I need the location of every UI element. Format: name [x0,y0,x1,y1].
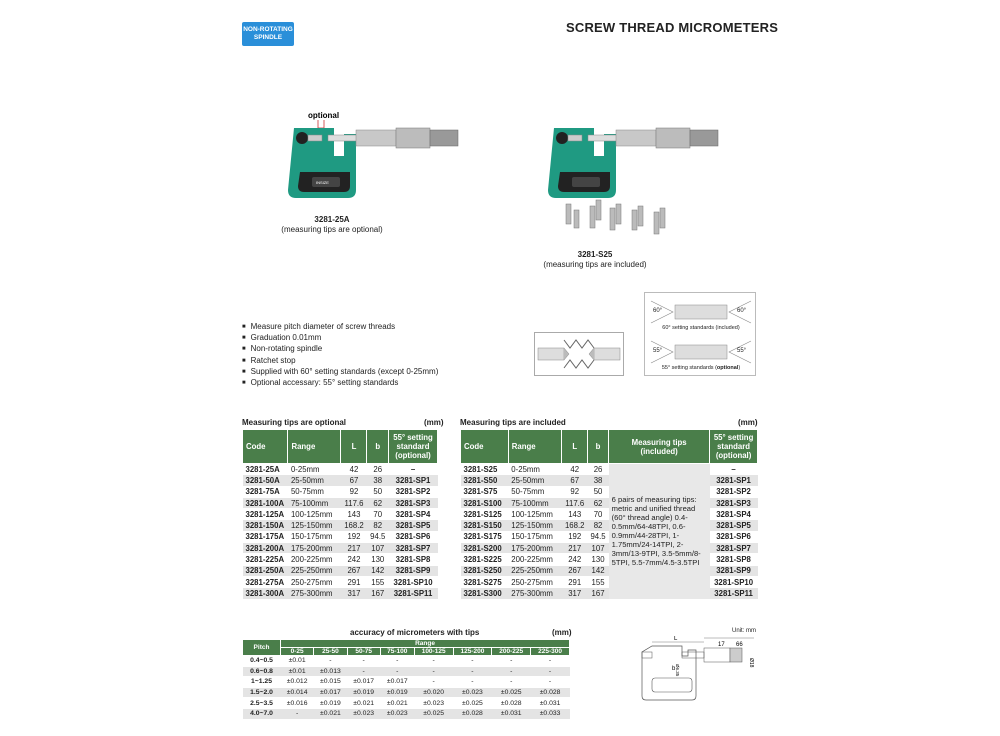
table-cell: 167 [367,588,389,599]
table-cell: 155 [367,576,389,587]
table-cell: 275-300mm [508,588,562,599]
table-cell: 3281-S100 [461,497,509,508]
table-cell: 175-200mm [508,543,562,554]
table-cell: 3281-SP8 [710,554,758,565]
table-cell: 67 [341,475,367,486]
table-cell: 92 [341,486,367,497]
table-row [243,576,438,587]
table-cell: - [531,666,570,677]
table-cell: 167 [587,588,608,599]
table-cell: 3281-SP4 [389,509,438,520]
table-cell: 25-50mm [288,475,341,486]
table-row [243,531,438,542]
dim-b: b [672,666,676,672]
table-cell: 2.5~3.5 [243,698,281,709]
setting-55-caption: 55° setting standards (optional) [661,365,741,371]
table-cell: 3281-SP9 [389,565,438,576]
table-cell: 3281-SP7 [710,543,758,554]
table-row [243,520,438,531]
table-cell: 267 [341,565,367,576]
table-cell: 3281-S150 [461,520,509,531]
measuring-tips-description: 6 pairs of measuring tips: metric and unified thread (60° thread angle) 0.4-0.5mm/64-48TPI, 0.6-0.9mm/44-28TPI, 1-1.75mm/24-14TPI, 2-3mm/13-9TPI, 3.5-5mm/8-5TPI, 5.5-7mm/4.5-3.5TPI [609,464,710,600]
table-cell: - [314,656,347,667]
feature-item: ■ Measure pitch diameter of screw threads [242,322,438,333]
table-cell: 3281-SP1 [710,475,758,486]
table-cell: 225-250mm [288,565,341,576]
col-range-value: 225-300 [531,648,570,656]
table-row [243,565,438,576]
table-cell: 50-75mm [508,486,562,497]
table-cell: 250-275mm [508,576,562,587]
table-cell: 200-225mm [508,554,562,565]
table-row [461,464,758,475]
table-cell: 242 [562,554,588,565]
col-range-group: Range [281,640,570,648]
table-cell: 92 [562,486,588,497]
table-cell: ±0.01 [281,656,314,667]
table-cell: - [347,666,380,677]
table-cell: 107 [367,543,389,554]
angle-60-right: 60° [737,308,747,314]
table-cell: 3281-250A [243,565,288,576]
col-range-value: 200-225 [492,648,531,656]
table-cell: ±0.028 [492,698,531,709]
table-cell: 3281-SP6 [710,531,758,542]
table-cell: 62 [367,497,389,508]
table-cell: - [531,677,570,688]
table-row [243,656,570,667]
table-cell: 62 [587,497,608,508]
table-cell: - [380,656,414,667]
table-cell: 275-300mm [288,588,341,599]
table-cell: - [492,656,531,667]
table-cell: 3281-S125 [461,509,509,520]
table-cell: ±0.021 [380,698,414,709]
table-cell: - [531,656,570,667]
table-cell: ±0.031 [531,698,570,709]
table-b-title: Measuring tips are included [460,418,566,427]
table-cell: 70 [367,509,389,520]
table-cell: 3281-SP6 [389,531,438,542]
col-range-value: 100-125 [414,648,453,656]
table-cell: 70 [587,509,608,520]
table-cell: 75-100mm [288,497,341,508]
table-cell: 26 [587,464,608,475]
svg-text:INSIZE: INSIZE [316,180,329,185]
dim-17: 17 [718,642,725,648]
table-row [243,677,570,688]
table-cell: ±0.014 [281,687,314,698]
product-a-caption: 3281-25A (measuring tips are optional) [281,215,383,234]
table-cell: 3281-SP2 [710,486,758,497]
table-cell: ±0.031 [492,708,531,719]
feature-item: ■ Supplied with 60° setting standards (except 0-25mm) [242,367,438,378]
table-cell: 3281-125A [243,509,288,520]
col-code: Code [243,430,288,464]
table-cell: ±0.023 [453,687,492,698]
col-pitch: Pitch [243,640,281,656]
table-cell: 250-275mm [288,576,341,587]
table-cell: 192 [341,531,367,542]
table-cell: 150-175mm [508,531,562,542]
table-cell: 3281-SP10 [710,576,758,587]
table-cell: ±0.019 [347,687,380,698]
col-l: L [562,430,588,464]
table-row [243,543,438,554]
table-row [243,698,570,709]
feature-item: ■ Optional accessary: 55° setting standards [242,378,438,389]
table-cell: - [453,656,492,667]
table-cell: 143 [562,509,588,520]
table-cell: 3281-25A [243,464,288,475]
optional-label: optional [308,111,340,120]
table-cell: 82 [367,520,389,531]
table-cell: 130 [367,554,389,565]
table-cell: 3281-75A [243,486,288,497]
table-cell: 3281-SP10 [389,576,438,587]
table-cell: 142 [367,565,389,576]
table-row [243,687,570,698]
dim-l: L [674,636,678,642]
table-cell: 107 [587,543,608,554]
table-optional-tips [242,429,438,600]
table-cell: 3281-SP8 [389,554,438,565]
setting-standards-panel [644,292,756,376]
table-cell: 3281-SP11 [389,588,438,599]
table-cell: 291 [562,576,588,587]
table-cell: 3281-S250 [461,565,509,576]
table-cell: ±0.019 [314,698,347,709]
table-cell: 217 [562,543,588,554]
col-setting-standard: 55° setting standard (optional) [710,430,758,464]
thread-measurement-diagram [534,332,624,376]
col-setting-standard: 55° setting standard (optional) [389,430,438,464]
table-cell: ±0.016 [281,698,314,709]
table-cell: 3281-SP5 [710,520,758,531]
table-cell: 225-250mm [508,565,562,576]
table-cell: 3281-SP3 [389,497,438,508]
table-cell: ±0.019 [380,687,414,698]
table-cell: 3281-SP5 [389,520,438,531]
table-cell: ±0.017 [347,677,380,688]
feature-item: ■ Graduation 0.01mm [242,333,438,344]
table-cell: 25-50mm [508,475,562,486]
table-cell: 3281-SP2 [389,486,438,497]
table-cell: 117.6 [562,497,588,508]
table-cell: 67 [562,475,588,486]
table-cell: 100-125mm [288,509,341,520]
table-cell: 0-25mm [288,464,341,475]
table-cell: ±0.028 [531,687,570,698]
table-cell: 175-200mm [288,543,341,554]
col-range: Range [288,430,341,464]
table-cell: 168.2 [562,520,588,531]
table-cell: 50-75mm [288,486,341,497]
table-cell: 168.2 [341,520,367,531]
col-range: Range [508,430,562,464]
table-cell: - [414,656,453,667]
table-cell: ±0.025 [492,687,531,698]
table-cell: 3281-S275 [461,576,509,587]
table-cell: 75-100mm [508,497,562,508]
col-range-value: 125-200 [453,648,492,656]
table-cell: 1~1.25 [243,677,281,688]
table-cell: 3281-S175 [461,531,509,542]
table-cell: 4.0~7.0 [243,708,281,719]
table-a-title: Measuring tips are optional [242,418,347,427]
table-row [243,509,438,520]
table-b-unit: (mm) [738,418,758,427]
table-cell: 242 [341,554,367,565]
feature-item: ■ Ratchet stop [242,356,438,367]
table-cell: 1.5~2.0 [243,687,281,698]
table-cell: – [710,464,758,475]
col-b: b [367,430,389,464]
table-cell: 94.5 [367,531,389,542]
setting-60-caption: 60° setting standards (included) [662,325,740,331]
table-cell: – [389,464,438,475]
table-row [243,486,438,497]
table-cell: ±0.020 [414,687,453,698]
table-cell: 3281-300A [243,588,288,599]
table-cell: 42 [562,464,588,475]
micrometer-a-image [280,108,470,204]
table-cell: ±0.023 [380,708,414,719]
table-b-body [461,464,758,600]
table-cell: - [414,666,453,677]
table-row [243,464,438,475]
table-cell: 143 [341,509,367,520]
table-cell: ±0.013 [314,666,347,677]
col-l: L [341,430,367,464]
table-row [243,666,570,677]
table-cell: 267 [562,565,588,576]
table-cell: 3281-S225 [461,554,509,565]
table-cell: 0-25mm [508,464,562,475]
table-cell: 3281-SP9 [710,565,758,576]
table-cell: ±0.023 [347,708,380,719]
table-row [243,475,438,486]
table-cell: - [453,677,492,688]
table-cell: 3281-S300 [461,588,509,599]
table-cell: ±0.028 [453,708,492,719]
table-cell: ±0.023 [414,698,453,709]
angle-55-left: 55° [653,348,663,354]
table-cell: - [347,656,380,667]
product-b-caption: 3281-S25 (measuring tips are included) [543,250,647,269]
table-included-tips [460,429,758,600]
table-cell: 192 [562,531,588,542]
table-cell: ±0.025 [453,698,492,709]
accuracy-table [242,639,570,720]
accuracy-unit: (mm) [552,628,572,637]
table-cell: 3281-175A [243,531,288,542]
angle-55-right: 55° [737,348,747,354]
table-cell: 125-150mm [508,520,562,531]
table-cell: 3281-S200 [461,543,509,554]
table-cell: 38 [367,475,389,486]
feature-item: ■ Non-rotating spindle [242,344,438,355]
table-cell: 3281-SP3 [710,497,758,508]
table-cell: 3281-SP11 [710,588,758,599]
table-cell: 3281-275A [243,576,288,587]
dim-66: 66 [736,642,743,648]
table-cell: 291 [341,576,367,587]
table-cell: 3281-50A [243,475,288,486]
dim-6: Ø6.35 [675,664,680,677]
feature-list [242,322,438,389]
table-cell: 0.4~0.5 [243,656,281,667]
table-row [243,708,570,719]
table-cell: ±0.017 [314,687,347,698]
table-a-body [243,464,438,600]
table-cell: 50 [587,486,608,497]
table-cell: ±0.015 [314,677,347,688]
col-range-value: 0-25 [281,648,314,656]
table-cell: 217 [341,543,367,554]
table-cell: 317 [562,588,588,599]
table-cell: 3281-150A [243,520,288,531]
table-cell: 38 [587,475,608,486]
table-cell: 3281-S25 [461,464,509,475]
non-rotating-spindle-badge: NON-ROTATING SPINDLE [242,22,294,46]
table-cell: 3281-SP7 [389,543,438,554]
col-range-value: 50-75 [347,648,380,656]
table-cell: 117.6 [341,497,367,508]
table-cell: 26 [367,464,389,475]
accuracy-body [243,656,570,720]
table-row [243,554,438,565]
table-cell: 3281-200A [243,543,288,554]
table-cell: ±0.033 [531,708,570,719]
page-title: SCREW THREAD MICROMETERS [566,20,779,35]
table-cell: ±0.017 [380,677,414,688]
table-row [243,588,438,599]
table-cell: 3281-100A [243,497,288,508]
table-cell: - [380,666,414,677]
table-cell: 125-150mm [288,520,341,531]
table-cell: 150-175mm [288,531,341,542]
table-cell: 3281-S50 [461,475,509,486]
table-a-unit: (mm) [424,418,444,427]
col-code: Code [461,430,509,464]
table-cell: ±0.021 [314,708,347,719]
table-cell: 3281-S75 [461,486,509,497]
angle-60-left: 60° [653,308,663,314]
table-cell: - [492,666,531,677]
table-cell: 155 [587,576,608,587]
table-cell: 0.6~0.8 [243,666,281,677]
table-cell: ±0.012 [281,677,314,688]
table-cell: - [414,677,453,688]
table-cell: 94.5 [587,531,608,542]
table-cell: 3281-SP4 [710,509,758,520]
table-cell: 3281-225A [243,554,288,565]
accuracy-title: accuracy of micrometers with tips [350,628,480,637]
col-range-value: 25-50 [314,648,347,656]
col-b: b [587,430,608,464]
dim-18: Ø18 [748,658,754,668]
unit-label: Unit: mm [732,628,756,634]
table-cell: - [281,708,314,719]
table-cell: 142 [587,565,608,576]
table-cell: ±0.01 [281,666,314,677]
table-cell: 3281-SP1 [389,475,438,486]
table-cell: 82 [587,520,608,531]
table-cell: ±0.025 [414,708,453,719]
dimension-drawing [636,636,760,702]
table-cell: - [453,666,492,677]
col-measuring-tips: Measuring tips (included) [609,430,710,464]
table-cell: 100-125mm [508,509,562,520]
table-row [243,497,438,508]
table-cell: 200-225mm [288,554,341,565]
table-cell: 50 [367,486,389,497]
col-range-value: 75-100 [380,648,414,656]
table-cell: 317 [341,588,367,599]
table-cell: 130 [587,554,608,565]
table-cell: ±0.021 [347,698,380,709]
table-cell: 42 [341,464,367,475]
table-cell: - [492,677,531,688]
micrometer-b-image [540,120,730,240]
